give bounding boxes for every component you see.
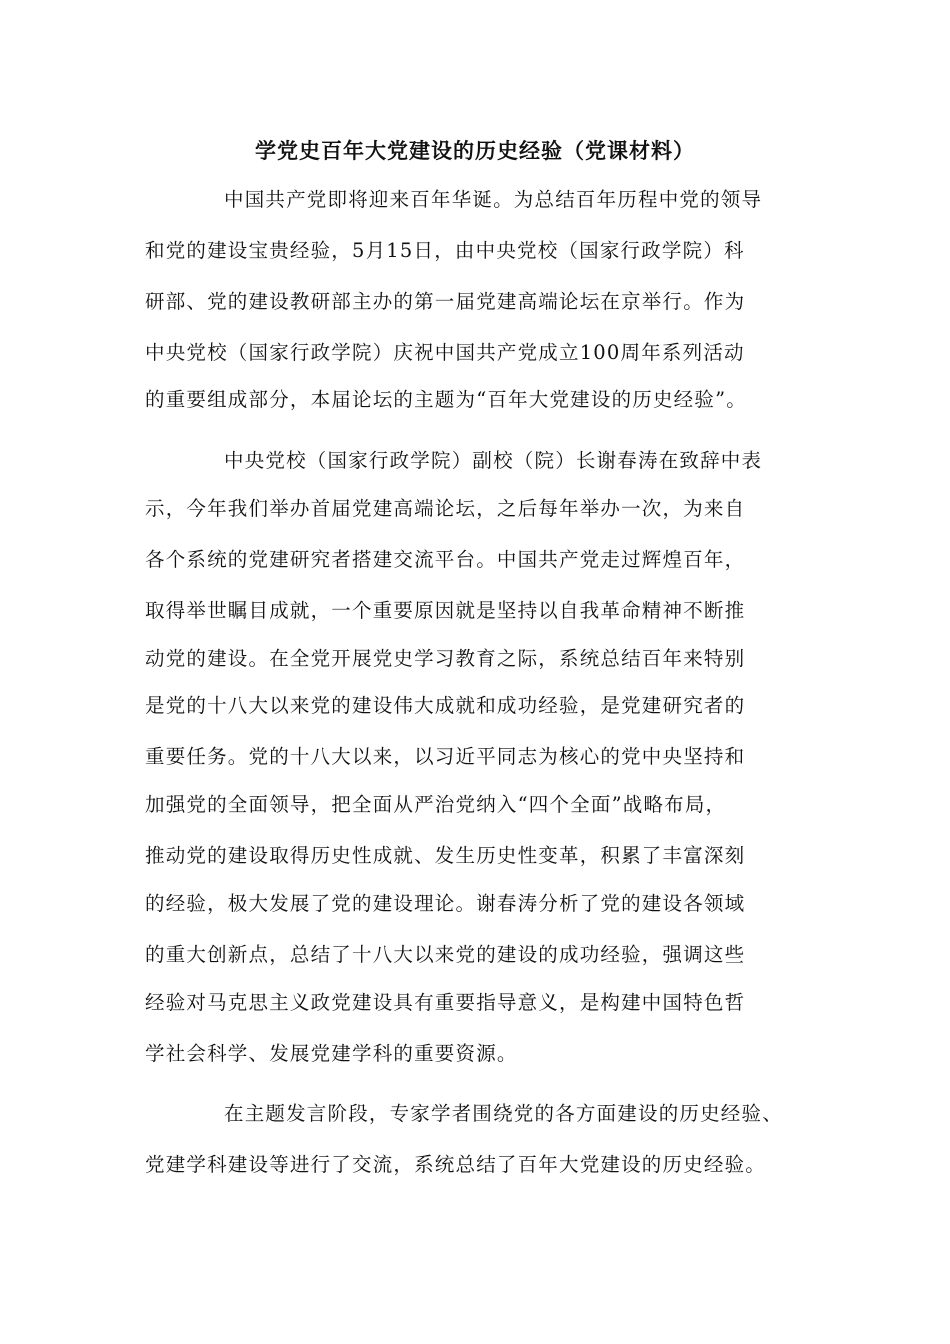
paragraph-line: 各个系统的党建研究者搭建交流平台。中国共产党走过辉煌百年，: [145, 548, 746, 571]
paragraph-line: 经验对马克思主义政党建设具有重要指导意义，是构建中国特色哲: [145, 991, 746, 1014]
paragraph-line: 加强党的全面领导，把全面从严治党纳入“四个全面”战略布局，: [145, 793, 727, 816]
paragraph-line: 中国共产党即将迎来百年华诞。为总结百年历程中党的领导: [224, 188, 763, 211]
paragraph-line: 的重大创新点，总结了十八大以来党的建设的成功经验，强调这些: [145, 943, 746, 966]
paragraph-line: 和党的建设宝贵经验，5月15日，由中央党校（国家行政学院）科: [145, 239, 745, 262]
document-title: 学党史百年大党建设的历史经验（党课材料）: [255, 139, 695, 163]
paragraph-line: 的重要组成部分，本届论坛的主题为“百年大党建设的历史经验”。: [145, 388, 747, 411]
paragraph-line: 示，今年我们举办首届党建高端论坛，之后每年举办一次，为来自: [145, 497, 746, 520]
paragraph-line: 研部、党的建设教研部主办的第一届党建高端论坛在京举行。作为: [145, 290, 746, 313]
paragraph-line: 学社会科学、发展党建学科的重要资源。: [145, 1042, 518, 1065]
paragraph-line: 推动党的建设取得历史性成就、发生历史性变革，积累了丰富深刻: [145, 844, 746, 867]
paragraph-line: 在主题发言阶段，专家学者围绕党的各方面建设的历史经验、: [224, 1102, 783, 1125]
paragraph-line: 是党的十八大以来党的建设伟大成就和成功经验，是党建研究者的: [145, 694, 746, 717]
paragraph-line: 的经验，极大发展了党的建设理论。谢春涛分析了党的建设各领域: [145, 892, 746, 915]
paragraph-line: 中央党校（国家行政学院）庆祝中国共产党成立100周年系列活动: [145, 341, 745, 364]
paragraph-line: 党建学科建设等进行了交流，系统总结了百年大党建设的历史经验。: [145, 1153, 767, 1176]
paragraph-line: 中央党校（国家行政学院）副校（院）长谢春涛在致辞中表: [224, 449, 763, 472]
paragraph-line: 取得举世瞩目成就，一个重要原因就是坚持以自我革命精神不断推: [145, 599, 746, 622]
paragraph-line: 动党的建设。在全党开展党史学习教育之际，系统总结百年来特别: [145, 647, 746, 670]
paragraph-line: 重要任务。党的十八大以来，以习近平同志为核心的党中央坚持和: [145, 745, 746, 768]
